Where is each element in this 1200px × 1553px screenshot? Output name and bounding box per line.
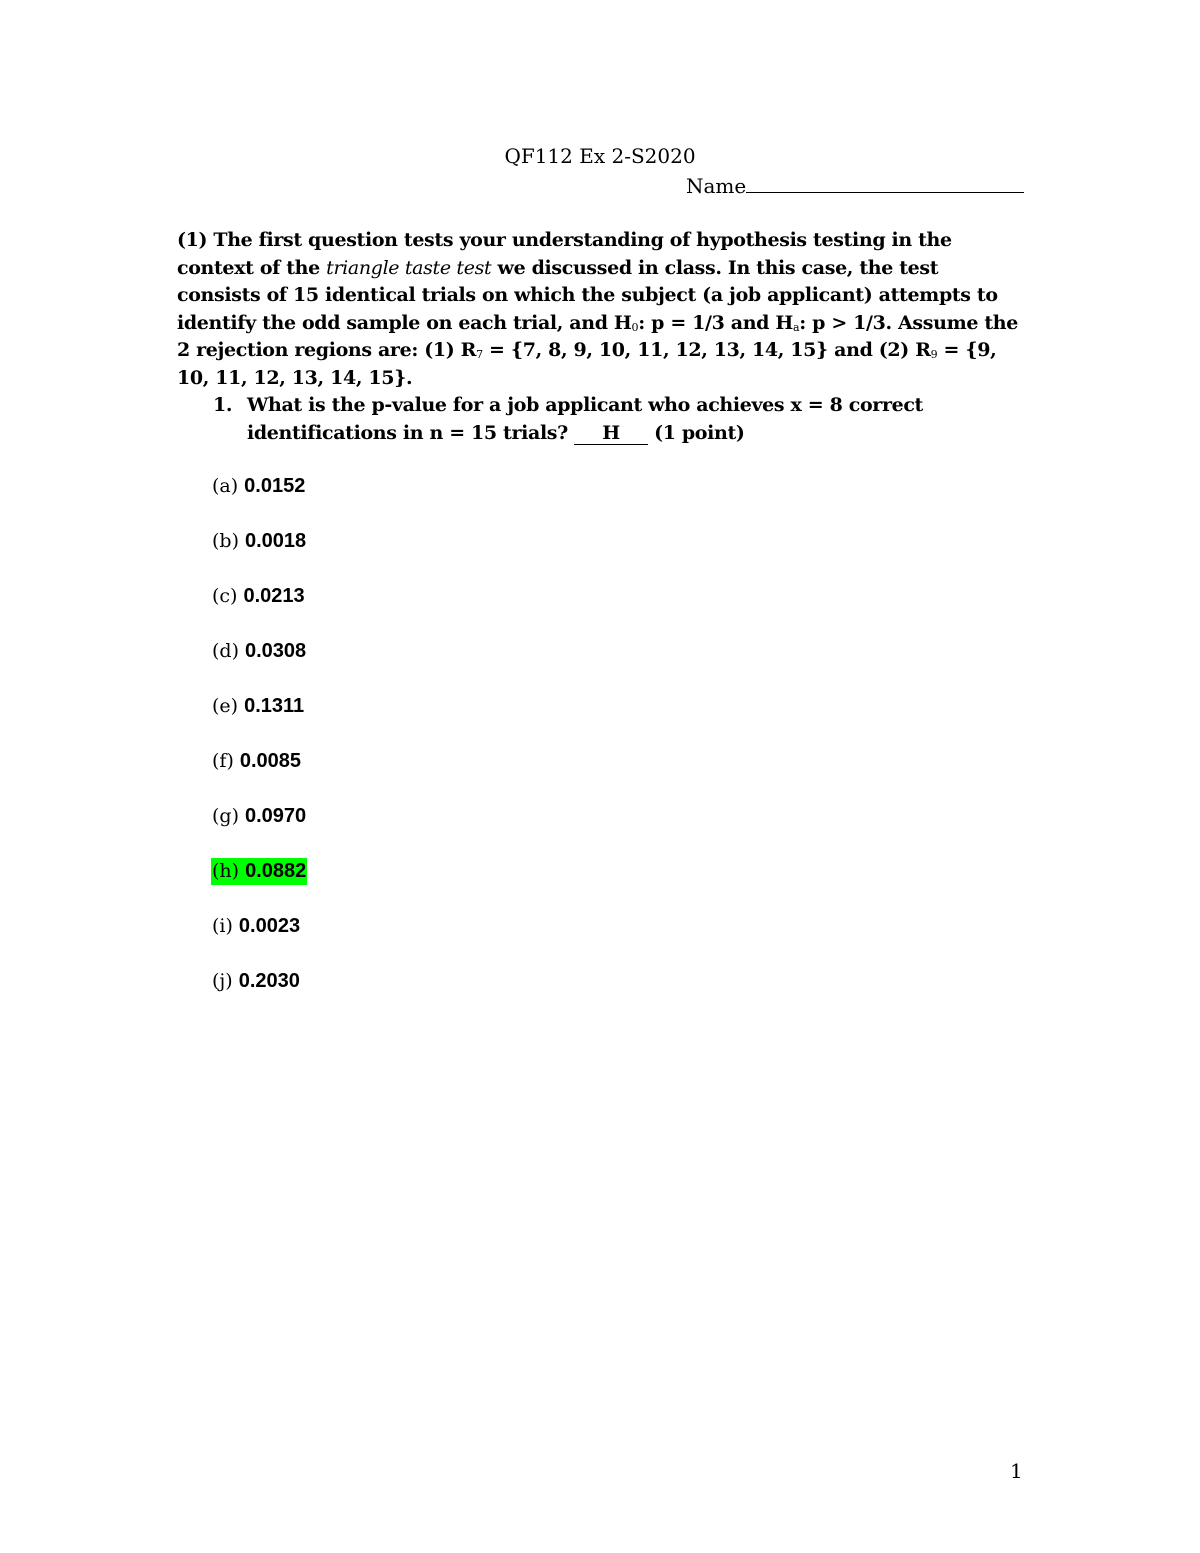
option-value: 0.0018: [245, 530, 307, 552]
option-content: [211, 583, 306, 610]
subscript-9: 9: [930, 348, 938, 361]
subscript-7: 7: [476, 348, 483, 361]
name-label: Name: [686, 174, 747, 198]
option-f: [211, 748, 307, 803]
option-letter: (f): [212, 750, 234, 772]
option-letter: (b): [212, 530, 239, 552]
option-value: 0.0970: [245, 805, 307, 827]
answer-options: [211, 473, 307, 1023]
intro-text-6: = {9, 10, 11, 12, 13, 14, 15}.: [177, 339, 997, 389]
option-value: 0.0882: [245, 860, 307, 882]
option-letter: (j): [212, 970, 233, 992]
option-value: 0.0023: [238, 915, 301, 937]
option-g: [211, 803, 307, 858]
intro-text-2: we discussed in class. In this case, the test consists of 15 identical trials on which the subject (a job applicant) attempts to identify the odd sample on each trial, and H: [177, 256, 998, 334]
option-content: [211, 693, 305, 720]
option-c: [211, 583, 307, 638]
subscript-0: 0: [631, 320, 639, 334]
option-e: [211, 693, 307, 748]
option-value: 0.0085: [239, 750, 302, 772]
option-content: [211, 968, 301, 995]
name-field: [686, 172, 1024, 199]
option-letter: (h): [212, 860, 240, 882]
intro-paragraph: [177, 227, 1027, 392]
option-letter: (c): [212, 585, 238, 607]
intro-text-4: : p > 1/3. Assume the 2 rejection regions are: (1) R: [177, 311, 1018, 361]
option-value: 0.1311: [244, 695, 305, 717]
option-i: [211, 913, 307, 968]
question-text: [247, 392, 1013, 447]
option-b: [211, 528, 307, 583]
question-number: 1.: [213, 394, 233, 416]
answer-field: H: [574, 422, 648, 445]
option-value: 0.0308: [245, 640, 307, 662]
option-h: [211, 858, 307, 913]
option-letter: (g): [212, 805, 239, 827]
option-content: [211, 913, 301, 940]
option-content: [211, 803, 307, 830]
option-letter: (a): [212, 475, 239, 497]
intro-italic-term: triangle taste test: [326, 256, 492, 279]
page-number: 1: [1010, 1459, 1023, 1483]
option-content: [211, 638, 307, 665]
question-points: (1 point): [647, 421, 745, 444]
option-value: 0.0213: [243, 585, 305, 607]
option-value: 0.0152: [244, 475, 306, 497]
option-j: [211, 968, 307, 1023]
option-a: [211, 473, 307, 528]
option-letter: (e): [212, 695, 239, 717]
option-content: [211, 748, 302, 775]
option-content: [211, 858, 307, 885]
option-content: [211, 473, 306, 500]
option-content: [211, 528, 307, 555]
name-blank: [746, 172, 1024, 193]
intro-text-5: = {7, 8, 9, 10, 11, 12, 13, 14, 15} and (2) R: [482, 339, 931, 361]
subscript-a: a: [793, 320, 800, 334]
question-1: [213, 392, 1013, 447]
option-value: 0.2030: [238, 970, 300, 992]
option-letter: (i): [212, 915, 233, 937]
option-letter: (d): [212, 640, 239, 662]
intro-text-3: : p = 1/3 and H: [638, 311, 793, 334]
intro-text-1: (1) The first question tests your understanding of hypothesis testing in the context of the: [177, 229, 952, 279]
document-title: QF112 Ex 2-S2020: [504, 144, 696, 168]
question-prompt: What is the p-value for a job applicant who achieves x = 8 correct identifications in n = 15 trials?: [247, 394, 923, 444]
option-d: [211, 638, 307, 693]
